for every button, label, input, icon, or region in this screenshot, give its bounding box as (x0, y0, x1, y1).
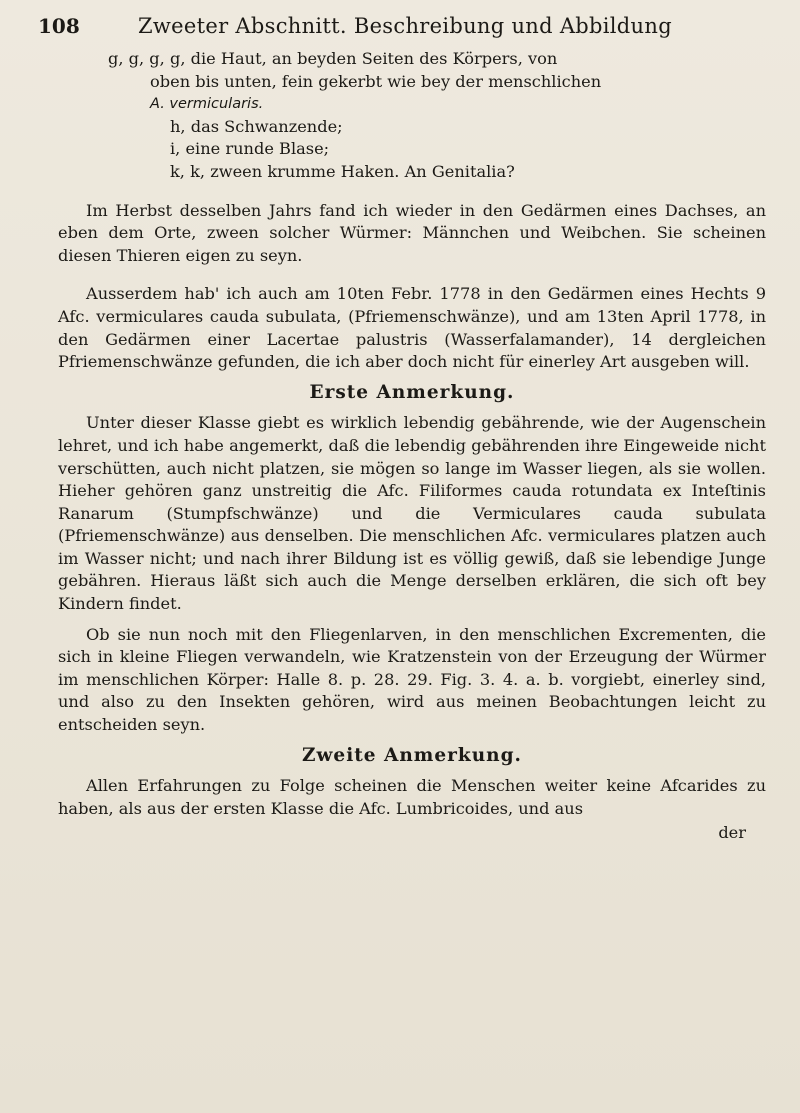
section-heading: Erste Anmerkung. (309, 381, 515, 403)
page-number: 108 (38, 14, 80, 38)
figure-legend-item: i, eine runde Blase; (170, 139, 330, 159)
paragraph: Ob sie nun noch mit den Fliegenlarven, in den menschlichen Excrementen, die sich in kleine Fliegen verwandeln, wie Kratzenstein von der Erzeugung der Würmer im menschlichen Körper: Halle 8. p. 28. 29. Fig. 3. 4. a. b. vorgiebt, einerley sind, und also zu den Insekten gehören, wird aus meinen Beobachtungen leicht zu entscheiden seyn. (58, 624, 766, 735)
paragraph: Unter dieser Klasse giebt es wirklich lebendig gebährende, wie der Augenschein lehret, und ich habe angemerkt, daß die lebendig gebährenden ihre Eingeweide nicht verschütten, auch nicht platzen, sie mögen so lange im Wasser liegen, als sie wollen. Hieher gehören ganz unstreitig die Afc. Filiformes cauda rotundata ex Inteſtinis Ranarum (Stumpfschwänze) und die Vermiculares cauda subulata (Pfriemenschwänze) aus denselben. Die menschlichen Afc. vermiculares platzen auch im Wasser nicht; und nach ihrer Bildung ist es völlig gewiß, daß sie lebendige Junge gebähren. Hieraus läßt sich auch die Menge derselben erklären, die sich oft bey Kindern findet. (58, 413, 766, 614)
figure-legend-item: A. vermicularis. (150, 96, 264, 113)
paragraph: Im Herbst desselben Jahrs fand ich wieder in den Gedärmen eines Dachses, an eben dem Orte, zween solcher Würmer: Männchen und Weibchen. Sie scheinen diesen Thieren eigen zu seyn. (58, 200, 766, 265)
paragraph: Ausserdem hab' ich auch am 10ten Febr. 1778 in den Gedärmen eines Hechts 9 Afc. vermiculares cauda subulata, (Pfriemenschwänze), und am 13ten April 1778, in den Gedärmen einer Lacertae palustris (Wasserfalamander), 14 dergleichen Pfriemenschwänze gefunden, die ich aber doch nicht für einerley Art ausgeben will. (58, 284, 766, 372)
page-body (58, 48, 766, 845)
catchword: der (718, 823, 746, 843)
figure-legend-item: g, g, g, g, die Haut, an beyden Seiten des Körpers, von (108, 49, 558, 68)
running-title: Zweeter Abschnitt. Beschreibung und Abbildung (138, 14, 672, 38)
section-heading: Zweite Anmerkung. (302, 744, 522, 766)
paragraph: Allen Erfahrungen zu Folge scheinen die Menschen weiter keine Afcarides zu haben, als aus der ersten Klasse die Afc. Lumbricoides, und aus (58, 776, 766, 818)
page-header (38, 14, 762, 44)
figure-legend-item: oben bis unten, fein gekerbt wie bey der menschlichen (150, 71, 602, 91)
figure-legend-item: h, das Schwanzende; (170, 116, 343, 136)
figure-legend-item: k, k, zween krumme Haken. An Genitalia? (170, 161, 515, 181)
